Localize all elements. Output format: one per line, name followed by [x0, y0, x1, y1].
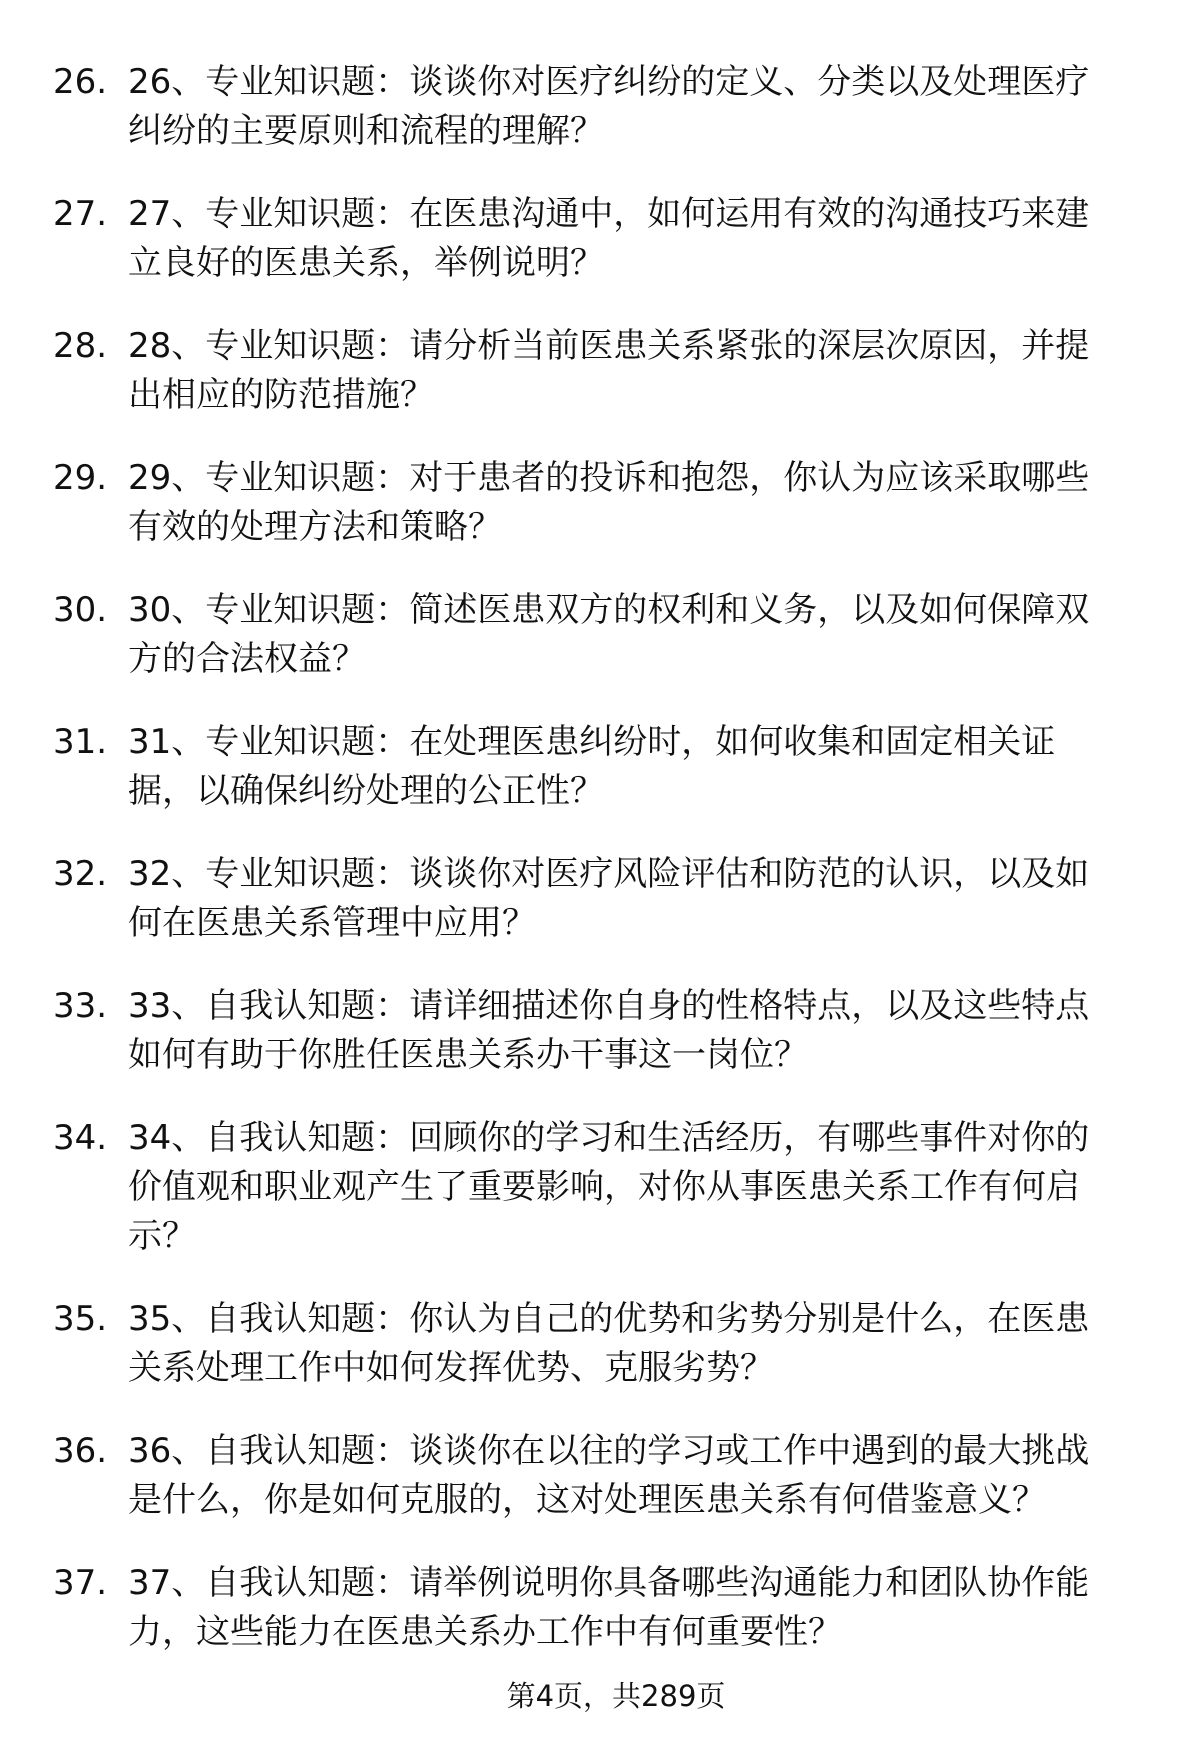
question-text-line: 31、专业知识题：在处理医患纠纷时，如何收集和固定相关证 — [128, 722, 1056, 762]
question-item — [0, 58, 1200, 156]
question-text-line: 32、专业知识题：谈谈你对医疗风险评估和防范的认识，以及如 — [128, 854, 1090, 894]
question-text — [128, 718, 1158, 816]
question-text-line: 示？ — [128, 1216, 196, 1256]
question-text — [128, 850, 1158, 948]
question-text-line: 33、自我认知题：请详细描述你自身的性格特点，以及这些特点 — [128, 986, 1090, 1026]
question-number: 32. — [53, 854, 108, 894]
question-number: 34. — [53, 1118, 108, 1158]
question-item — [0, 454, 1200, 552]
question-number: 29. — [53, 458, 108, 498]
question-text-line: 36、自我认知题：谈谈你在以往的学习或工作中遇到的最大挑战 — [128, 1431, 1090, 1471]
question-text-line: 据，以确保纠纷处理的公正性？ — [128, 771, 604, 811]
question-item — [0, 982, 1200, 1080]
question-text-line: 26、专业知识题：谈谈你对医疗纠纷的定义、分类以及处理医疗 — [128, 62, 1090, 102]
question-text-line: 27、专业知识题：在医患沟通中，如何运用有效的沟通技巧来建 — [128, 194, 1090, 234]
question-text — [128, 322, 1158, 420]
question-number: 28. — [53, 326, 108, 366]
question-item — [0, 718, 1200, 816]
question-text — [128, 586, 1158, 684]
page-footer: 第4页，共289页 — [506, 1679, 726, 1713]
question-text — [128, 1114, 1158, 1261]
question-number: 35. — [53, 1299, 108, 1339]
question-number: 33. — [53, 986, 108, 1026]
question-text-line: 30、专业知识题：简述医患双方的权利和义务，以及如何保障双 — [128, 590, 1090, 630]
question-item — [0, 1427, 1200, 1525]
question-text — [128, 1295, 1158, 1393]
question-number: 30. — [53, 590, 108, 630]
question-text-line: 34、自我认知题：回顾你的学习和生活经历，有哪些事件对你的 — [128, 1118, 1090, 1158]
question-number: 31. — [53, 722, 108, 762]
question-number: 27. — [53, 194, 108, 234]
question-item — [0, 190, 1200, 288]
question-number: 26. — [53, 62, 108, 102]
question-text-line: 是什么，你是如何克服的，这对处理医患关系有何借鉴意义？ — [128, 1480, 1046, 1520]
question-number: 36. — [53, 1431, 108, 1471]
question-text-line: 关系处理工作中如何发挥优势、克服劣势？ — [128, 1348, 774, 1388]
question-text-line: 价值观和职业观产生了重要影响，对你从事医患关系工作有何启 — [128, 1167, 1080, 1207]
question-text-line: 35、自我认知题：你认为自己的优势和劣势分别是什么，在医患 — [128, 1299, 1090, 1339]
question-text-line: 力，这些能力在医患关系办工作中有何重要性？ — [128, 1612, 842, 1652]
question-text — [128, 454, 1158, 552]
question-item — [0, 586, 1200, 684]
question-text — [128, 982, 1158, 1080]
question-item — [0, 1559, 1200, 1657]
question-text — [128, 190, 1158, 288]
question-item — [0, 1295, 1200, 1393]
question-text — [128, 58, 1158, 156]
question-text-line: 何在医患关系管理中应用？ — [128, 903, 536, 943]
question-text-line: 出相应的防范措施？ — [128, 375, 434, 415]
question-text-line: 28、专业知识题：请分析当前医患关系紧张的深层次原因，并提 — [128, 326, 1090, 366]
question-item — [0, 1114, 1200, 1261]
question-text-line: 方的合法权益？ — [128, 639, 366, 679]
question-text-line: 立良好的医患关系，举例说明？ — [128, 243, 604, 283]
question-text-line: 如何有助于你胜任医患关系办干事这一岗位？ — [128, 1035, 808, 1075]
question-text — [128, 1427, 1158, 1525]
question-item — [0, 322, 1200, 420]
question-number: 37. — [53, 1563, 108, 1603]
question-text-line: 37、自我认知题：请举例说明你具备哪些沟通能力和团队协作能 — [128, 1563, 1090, 1603]
question-text-line: 29、专业知识题：对于患者的投诉和抱怨，你认为应该采取哪些 — [128, 458, 1090, 498]
question-text-line: 纠纷的主要原则和流程的理解？ — [128, 111, 604, 151]
question-text-line: 有效的处理方法和策略？ — [128, 507, 502, 547]
question-item — [0, 850, 1200, 948]
question-text — [128, 1559, 1158, 1657]
question-list — [0, 58, 1200, 1691]
